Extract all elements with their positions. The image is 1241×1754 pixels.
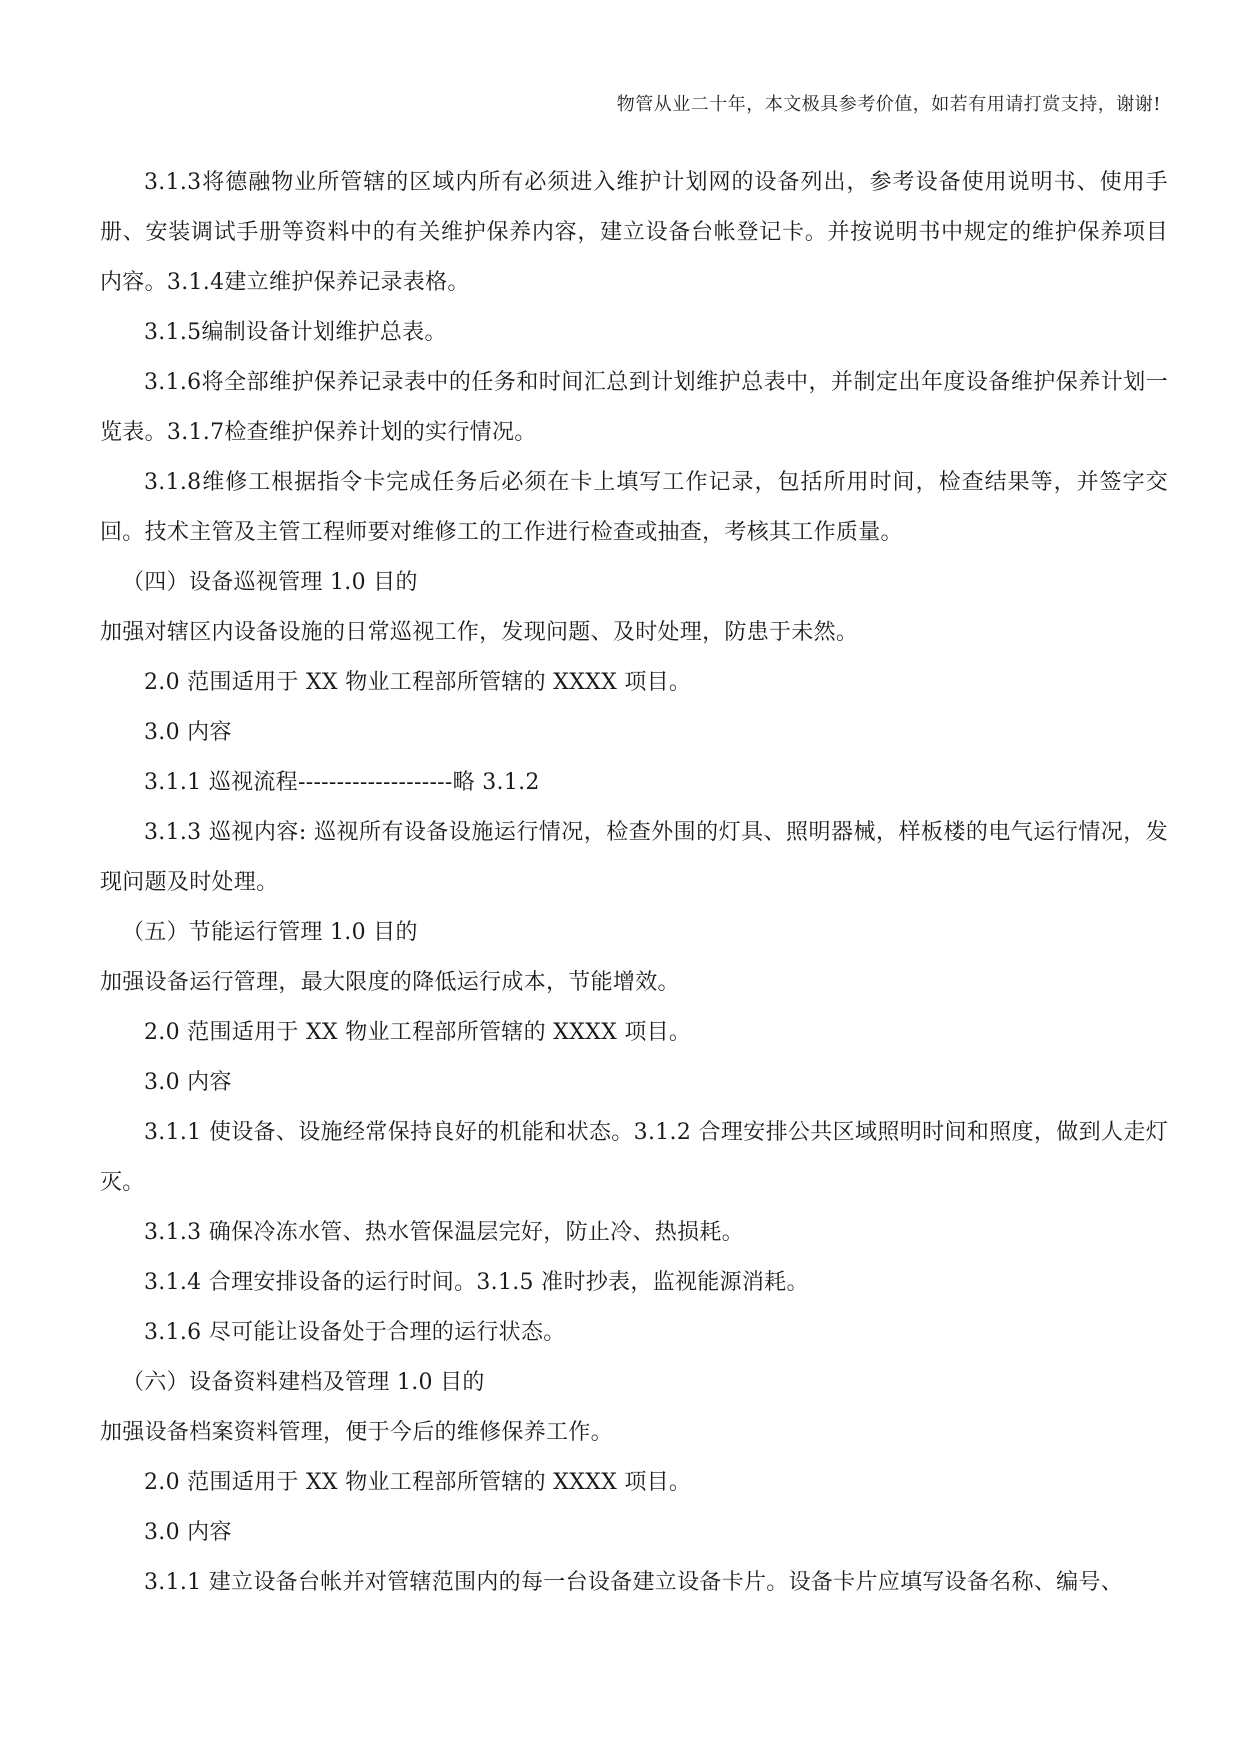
paragraph: 3.0 内容 bbox=[144, 1070, 232, 1095]
paragraph: 2.0 范围适用于 XX 物业工程部所管辖的 XXXX 项目。 bbox=[144, 1020, 692, 1045]
paragraph: 3.1.6将全部维护保养记录表中的任务和时间汇总到计划维护总表中，并制定出年度设备维护保养计划一览表。3.1.7检查维护保养计划的实行情况。 bbox=[100, 370, 1168, 445]
paragraph: 加强设备运行管理，最大限度的降低运行成本，节能增效。 bbox=[100, 970, 680, 995]
page-header-note: 物管从业二十年，本文极具参考价值，如若有用请打赏支持，谢谢! bbox=[616, 94, 1161, 115]
section-heading: （四）设备巡视管理 1.0 目的 bbox=[122, 570, 418, 595]
section-heading: （六）设备资料建档及管理 1.0 目的 bbox=[122, 1370, 485, 1395]
paragraph: 3.1.8维修工根据指令卡完成任务后必须在卡上填写工作记录，包括所用时间，检查结果等，并签字交回。技术主管及主管工程师要对维修工的工作进行检查或抽查，考核其工作质量。 bbox=[100, 470, 1168, 545]
paragraph: 3.1.3将德融物业所管辖的区域内所有必须进入维护计划网的设备列出，参考设备使用说明书、使用手册、安装调试手册等资料中的有关维护保养内容，建立设备台帐登记卡。并按说明书中规定的维护保养项目内容。3.1.4建立维护保养记录表格。 bbox=[100, 170, 1168, 295]
paragraph: 3.1.3 确保冷冻水管、热水管保温层完好，防止冷、热损耗。 bbox=[144, 1220, 744, 1245]
paragraph: 3.1.4 合理安排设备的运行时间。3.1.5 准时抄表，监视能源消耗。 bbox=[144, 1270, 809, 1295]
paragraph: 2.0 范围适用于 XX 物业工程部所管辖的 XXXX 项目。 bbox=[144, 1470, 692, 1495]
paragraph: 2.0 范围适用于 XX 物业工程部所管辖的 XXXX 项目。 bbox=[144, 670, 692, 695]
paragraph: 3.1.1 使设备、设施经常保持良好的机能和状态。3.1.2 合理安排公共区域照明时间和照度，做到人走灯灭。 bbox=[100, 1120, 1168, 1195]
paragraph: 3.1.5编制设备计划维护总表。 bbox=[144, 320, 447, 345]
document-body bbox=[100, 158, 1168, 1608]
paragraph: 3.1.1 建立设备台帐并对管辖范围内的每一台设备建立设备卡片。设备卡片应填写设备名称、编号、 bbox=[144, 1570, 1124, 1595]
paragraph: 3.1.3 巡视内容: 巡视所有设备设施运行情况，检查外围的灯具、照明器械，样板楼的电气运行情况，发现问题及时处理。 bbox=[100, 820, 1168, 895]
paragraph: 加强对辖区内设备设施的日常巡视工作，发现问题、及时处理，防患于未然。 bbox=[100, 620, 859, 645]
paragraph: 3.0 内容 bbox=[144, 1520, 232, 1545]
paragraph: 3.0 内容 bbox=[144, 720, 232, 745]
section-heading: （五）节能运行管理 1.0 目的 bbox=[122, 920, 418, 945]
paragraph: 3.1.1 巡视流程--------------------略 3.1.2 bbox=[144, 770, 540, 795]
paragraph: 加强设备档案资料管理，便于今后的维修保养工作。 bbox=[100, 1420, 613, 1445]
paragraph: 3.1.6 尽可能让设备处于合理的运行状态。 bbox=[144, 1320, 566, 1345]
